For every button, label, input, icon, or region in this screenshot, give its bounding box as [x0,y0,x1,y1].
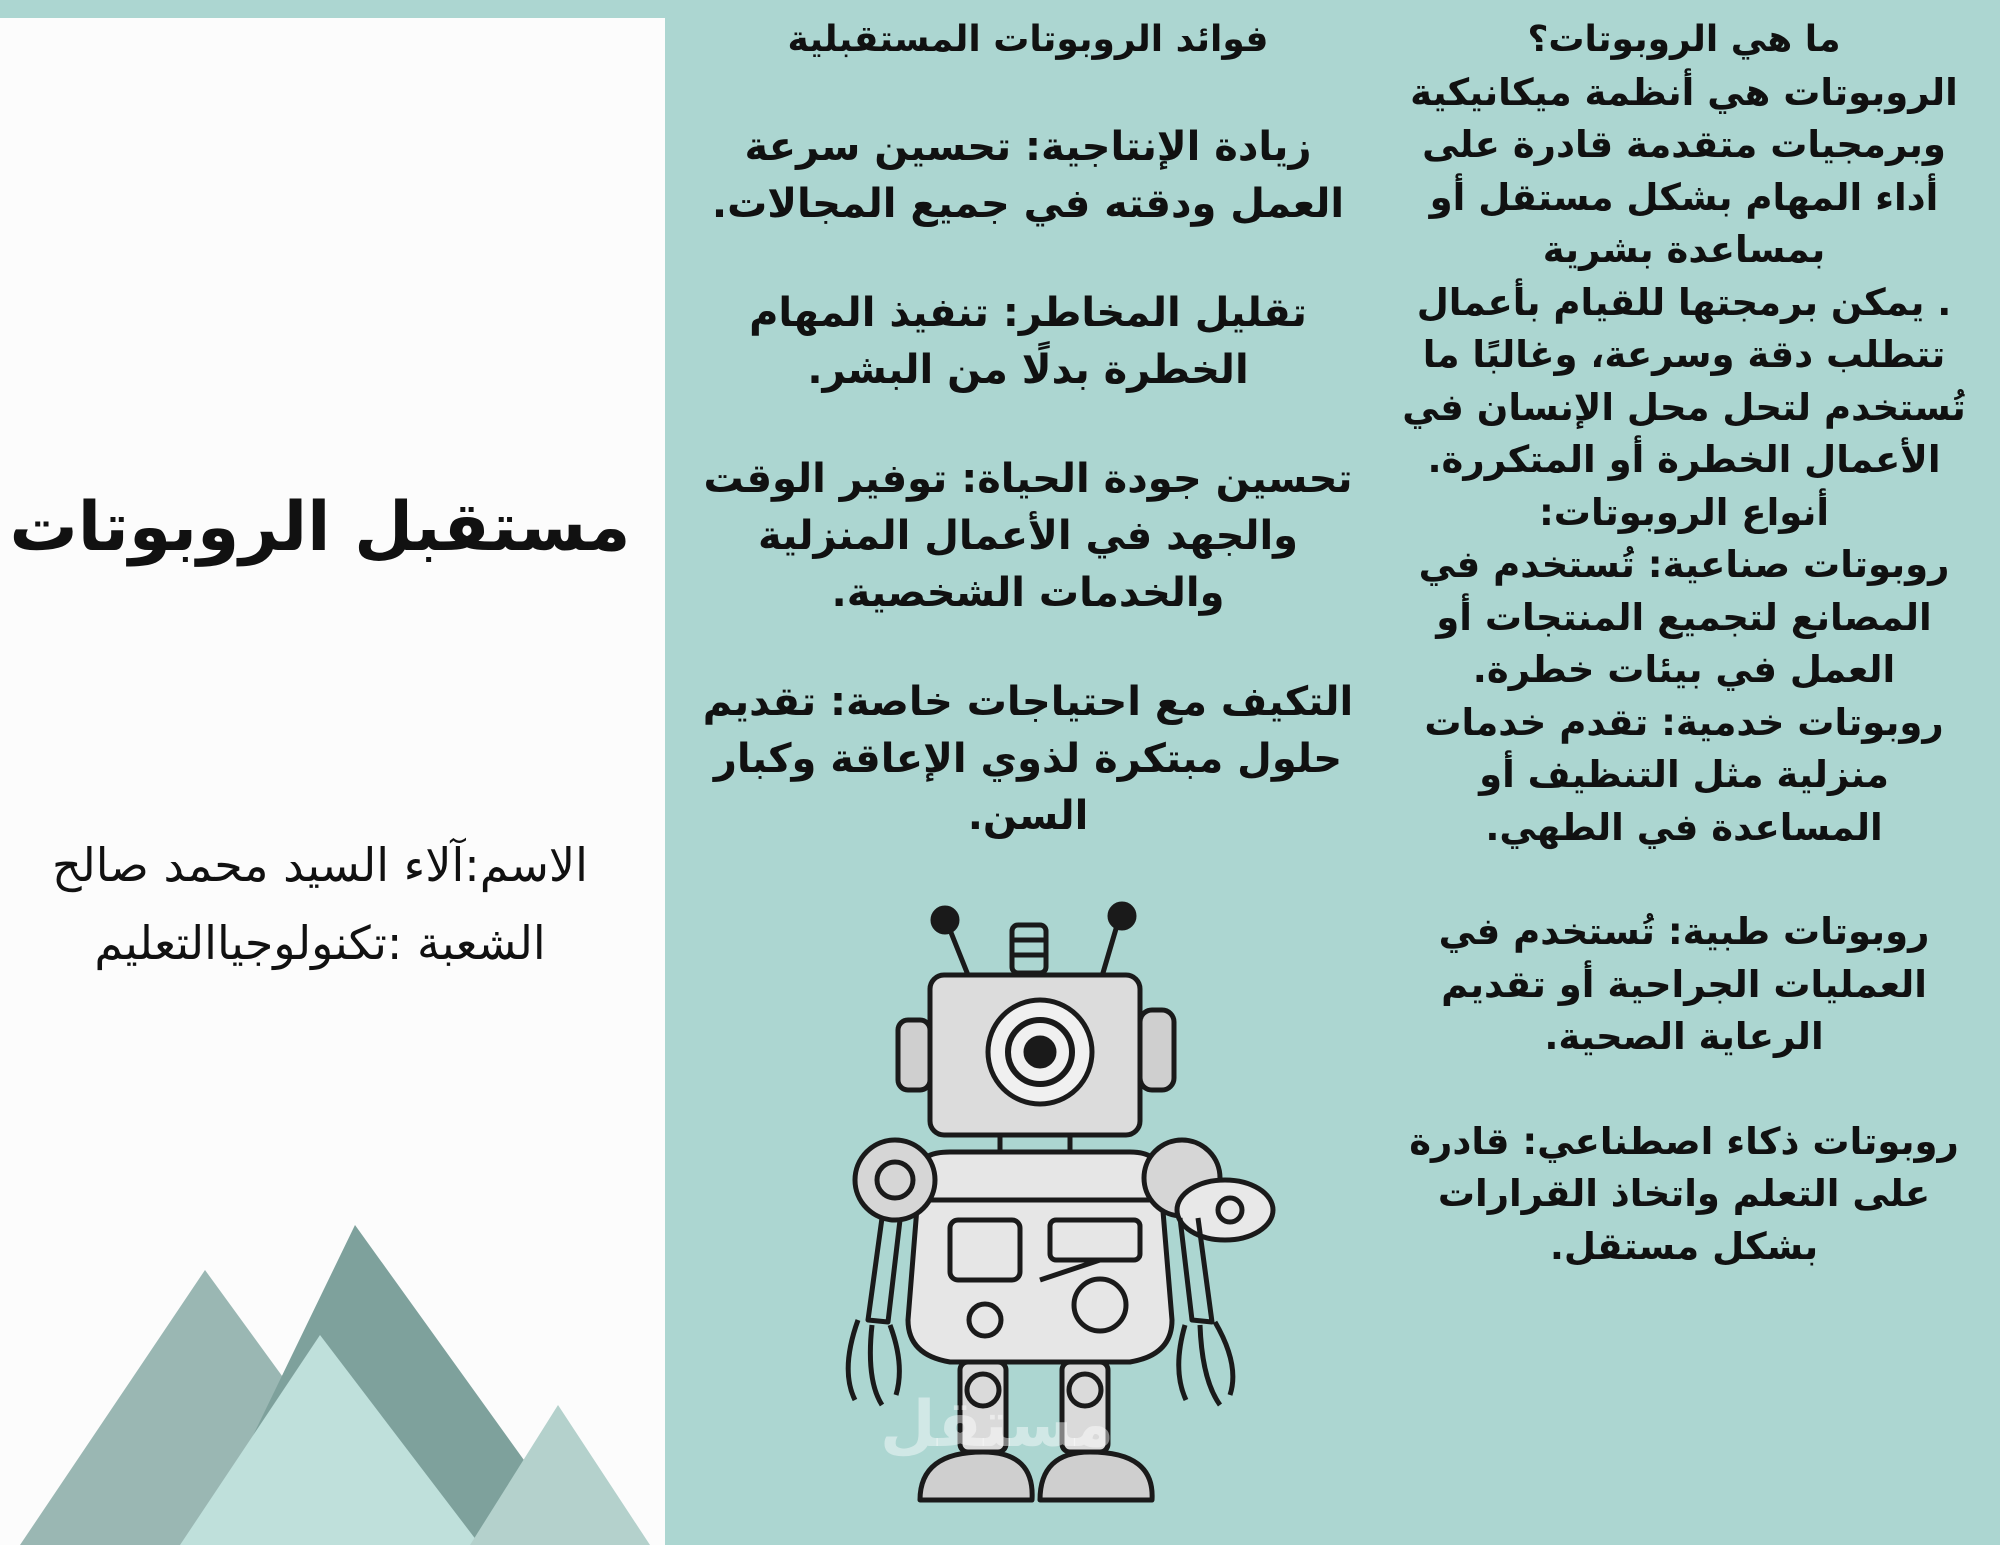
benefit-risk: تقليل المخاطر: تنفيذ المهام الخطرة بدلًا من البشر. [749,289,1307,393]
author-department: الشعبة :تكنولوجياالتعليم [94,916,546,970]
mountains-illustration [0,1125,665,1545]
type-medical: روبوتات طبية: تُستخدم في العمليات الجراحية أو تقديم الرعاية الصحية. [1438,910,1930,1058]
benefits-heading: فوائد الروبوتات المستقبلية [787,19,1269,60]
robots-usage: . يمكن برمجتها للقيام بأعمال تتطلب دقة وسرعة، وغالبًا ما تُستخدم لتحل محل الإنسان في الأعمال الخطرة أو المتكررة. [1402,280,1966,481]
cover-title: مستقبل الروبوتات [9,488,631,567]
benefit-quality: تحسين جودة الحياة: توفير الوقت والجهد في الأعمال المنزلية والخدمات الشخصية. [703,455,1353,616]
benefit-adaptation: التكيف مع احتياجات خاصة: تقديم حلول مبتكرة لذوي الإعاقة وكبار السن. [702,678,1354,839]
type-service: روبوتات خدمية: تقدم خدمات منزلية مثل التنظيف أو المساعدة في الطهي. [1424,700,1944,849]
what-are-robots-column [1388,14,1980,1273]
what-are-robots-heading: ما هي الروبوتات؟ [1527,19,1841,60]
benefit-productivity: زيادة الإنتاجية: تحسين سرعة العمل ودقته في جميع المجالات. [711,123,1345,227]
type-ai: روبوتات ذكاء اصطناعي: قادرة على التعلم واتخاذ القرارات بشكل مستقل. [1409,1119,1959,1268]
robots-definition: الروبوتات هي أنظمة ميكانيكية وبرمجيات متقدمة قادرة على أداء المهام بشكل مستقل أو بمساعدة بشرية [1410,70,1958,271]
cover-panel [0,18,665,1545]
author-name: الاسم:آلاء السيد محمد صالح [52,838,588,892]
type-industrial: روبوتات صناعية: تُستخدم في المصانع لتجميع المنتجات أو العمل في بيئات خطرة. [1418,543,1950,691]
benefits-column [688,14,1368,845]
watermark-logo: مستقل [880,1388,1115,1462]
robot-types-heading: أنواع الروبوتات: [1538,490,1830,534]
